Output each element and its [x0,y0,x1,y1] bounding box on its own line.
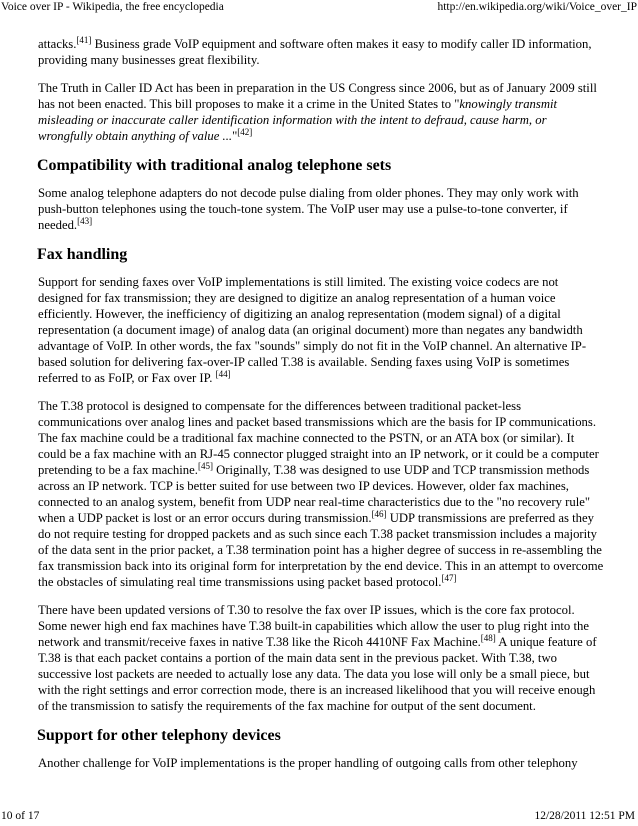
section-heading-fax-handling: Fax handling [37,246,128,263]
page-url: http://en.wikipedia.org/wiki/Voice_over_IP [437,1,637,13]
reference-link[interactable]: [41] [76,35,92,45]
reference-link[interactable]: [43] [77,216,93,226]
print-footer [1,810,635,823]
print-datetime: 12/28/2011 12:51 PM [534,810,635,822]
article-body [38,36,604,783]
paragraph: The Truth in Caller ID Act has been in preparation in the US Congress since 2006, but as of January 2009 still has not been enacted. This bill proposes to make it a crime in the United States to "knowingly transmit misleading or inaccurate caller identification information with the intent to defraud, cause harm, or wrongfully obtain anything of value ..."[42] [38,81,597,143]
page-number: 10 of 17 [1,810,40,822]
reference-link[interactable]: [48] [480,633,496,643]
paragraph: Another challenge for VoIP implementations is the proper handling of outgoing calls from other telephony [38,756,578,770]
section-heading-compatibility: Compatibility with traditional analog telephone sets [37,157,392,174]
reference-link[interactable]: [44] [215,369,231,379]
paragraph: attacks.[41] Business grade VoIP equipment and software often makes it easy to modify caller ID information, providing many businesses great flexibility. [38,35,592,67]
paragraph: The T.38 protocol is designed to compensate for the differences between traditional packet-less communications over analog lines and packet based transmissions which are the basis for IP communications. The fax machine could be a traditional fax machine connected to the PSTN, or an ATA box (or similar). It could be a fax machine with an RJ-45 connector plugged straight into an IP network, or it could be a computer pretending to be a fax machine.[45] Originally, T.38 was designed to use UDP and TCP transmission methods across an IP network. TCP is better suited for use between two IP devices. However, older fax machines, connected to an analog system, benefit from UDP near real-time characteristics due to the "no recovery rule" when a UDP packet is lost or an error occurs during transmission.[46] UDP transmissions are preferred as they do not require testing for dropped packets and as such since each T.38 packet transmission includes a majority of the data sent in the prior packet, a T.38 termination point has a higher degree of success in re-assembling the fax transmission back into its original form for interpretation by the end device. This in an attempt to overcome the obstacles of simulating real time transmissions using packet based protocol.[47] [38,399,604,589]
reference-link[interactable]: [45] [197,461,213,471]
section-heading-other-devices: Support for other telephony devices [37,727,281,744]
reference-link[interactable]: [47] [441,573,457,583]
paragraph: Support for sending faxes over VoIP implementations is still limited. The existing voice codecs are not designed for fax transmission; they are designed to digitize an analog representation of a human voice efficiently. However, the inefficiency of digitizing an analog representation (modem signal) of a digital representation (a document image) of analog data (an original document) more than negates any bandwidth advantage of VoIP. In other words, the fax "sounds" simply do not fit in the VoIP channel. An alternative IP-based solution for delivering fax-over-IP called T.38 is available. Sending faxes using VoIP is sometimes referred to as FoIP, or Fax over IP. [44] [38,275,587,385]
quoted-text: knowingly transmit misleading or inaccurate caller identification information with the intent to defraud, cause harm, or wrongfully obtain anything of value ... [38,97,558,143]
reference-link[interactable]: [46] [371,509,387,519]
paragraph: There have been updated versions of T.30 to resolve the fax over IP issues, which is the core fax protocol. Some newer high end fax machines have T.38 built-in capabilities which allow the user to plug right into the network and transmit/receive faxes in native T.38 like the Ricoh 4410NF Fax Machine.[48] A unique feature of T.38 is that each packet contains a portion of the main data sent in the previous packet. With T.38, two successive lost packets are needed to actually lose any data. The data you lose will only be a small piece, but with the right settings and error correction mode, there is an increased likelihood that you will receive enough of the transmission to satisfy the requirements of the fax machine for output of the sent document. [38,603,597,713]
print-header [1,1,637,14]
page-title: Voice over IP - Wikipedia, the free encyclopedia [1,1,224,13]
paragraph: Some analog telephone adapters do not decode pulse dialing from older phones. They may only work with push-button telephones using the touch-tone system. The VoIP user may use a pulse-to-tone converter, if needed.[43] [38,186,579,232]
reference-link[interactable]: [42] [237,127,253,137]
